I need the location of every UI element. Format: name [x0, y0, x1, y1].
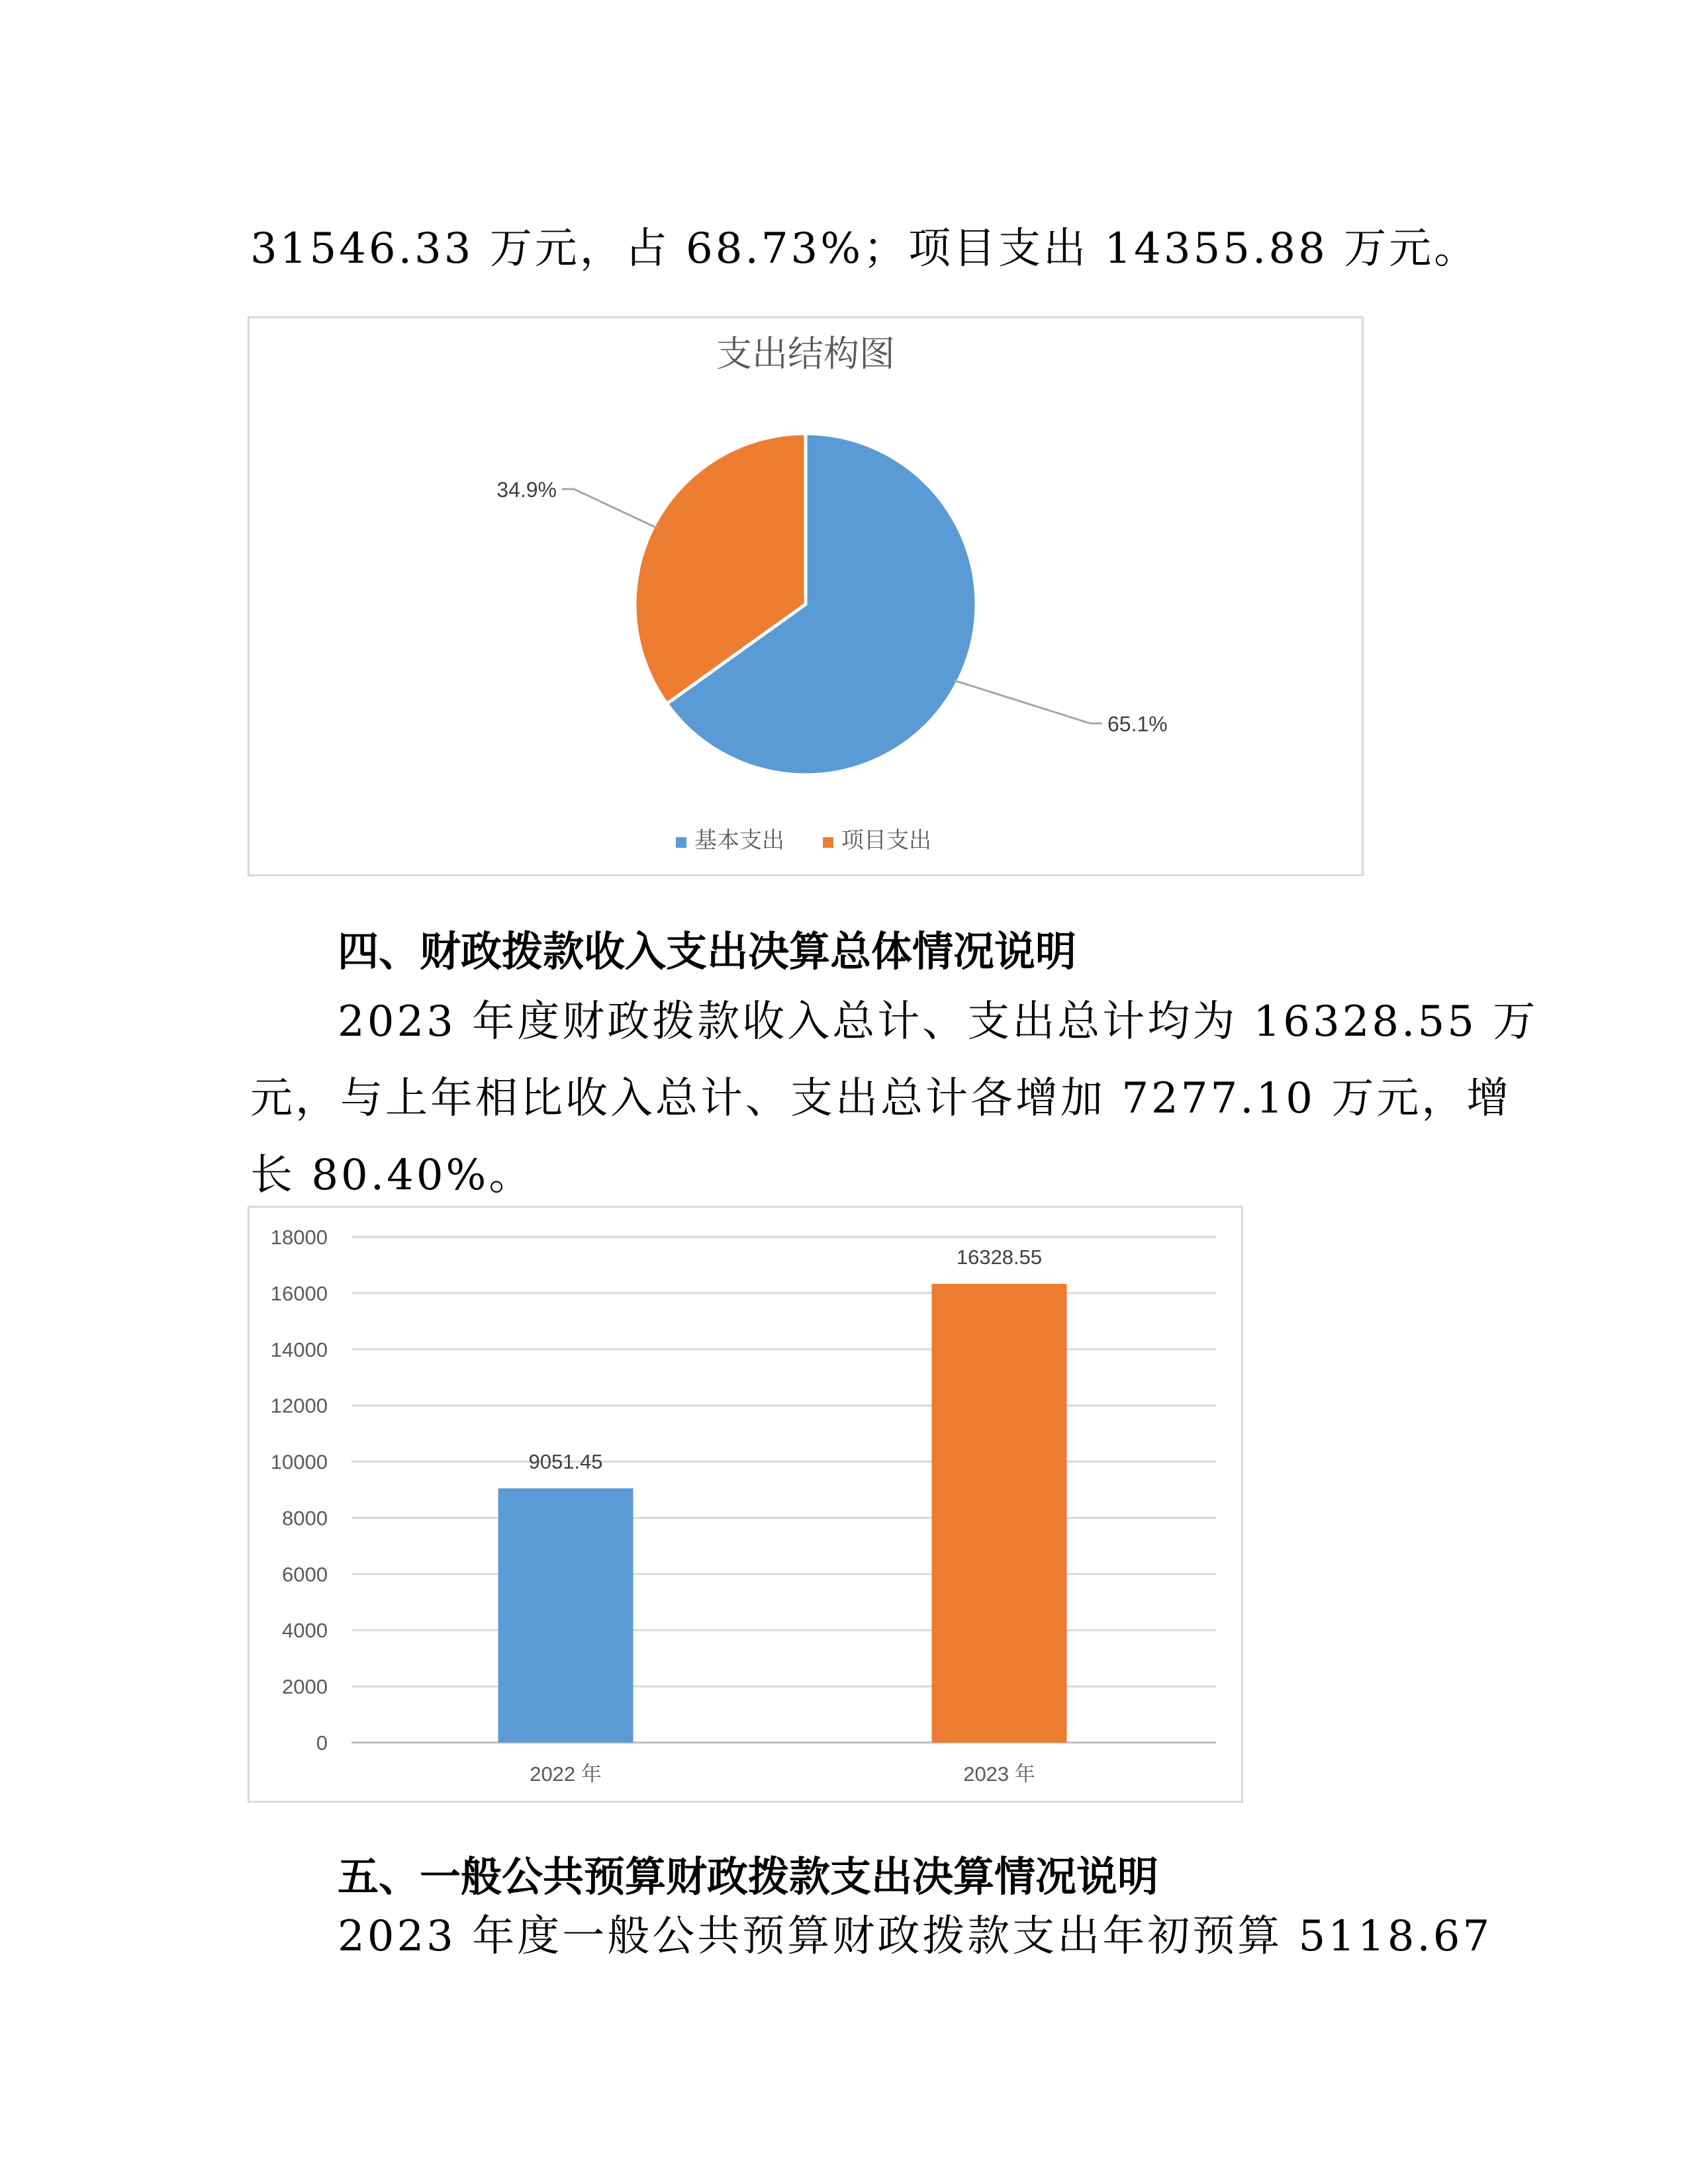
bar-chart-svg	[250, 1208, 1241, 1801]
legend-swatch	[676, 837, 686, 848]
section-4-heading: 四、财政拨款收入支出决算总体情况说明	[338, 927, 1077, 976]
pie-chart-title: 支出结构图	[716, 334, 895, 374]
section-5-heading: 五、一般公共预算财政拨款支出决算情况说明	[338, 1852, 1159, 1901]
y-tick-label: 0	[316, 1731, 328, 1754]
fiscal-allocation-bar-chart	[248, 1206, 1243, 1803]
y-tick-label: 14000	[270, 1338, 328, 1361]
y-tick-label: 2000	[282, 1675, 328, 1699]
expenditure-structure-pie-chart	[248, 316, 1364, 876]
y-tick-label: 18000	[270, 1226, 328, 1249]
x-tick-label: 2022 年	[530, 1762, 602, 1786]
y-tick-label: 16000	[270, 1281, 328, 1305]
pie-leader-line	[954, 680, 1102, 723]
y-tick-label: 8000	[282, 1506, 328, 1530]
bar-2023	[932, 1284, 1067, 1743]
section-4-text-line-1: 2023 年度财政拨款收入总计、支出总计均为 16328.55 万	[338, 997, 1538, 1046]
pie-leader-line	[562, 489, 657, 528]
pie-data-label: 34.9%	[496, 478, 557, 502]
body-text-line-1: 31546.33 万元，占 68.73%；项目支出 14355.88 万元。	[250, 224, 1479, 273]
pie-data-label: 65.1%	[1107, 712, 1168, 736]
y-tick-label: 4000	[282, 1619, 328, 1643]
bar-data-label: 16328.55	[956, 1245, 1043, 1269]
section-4-text-line-3: 长 80.40%。	[250, 1151, 534, 1200]
legend-label: 项目支出	[841, 828, 931, 853]
x-tick-label: 2023 年	[963, 1762, 1035, 1786]
bar-data-label: 9051.45	[528, 1449, 603, 1473]
legend-label: 基本支出	[694, 828, 784, 853]
section-5-text-line-1: 2023 年度一般公共预算财政拨款支出年初预算 5118.67	[338, 1912, 1493, 1961]
y-tick-label: 10000	[270, 1450, 328, 1474]
bar-2022	[498, 1488, 633, 1743]
y-tick-label: 6000	[282, 1563, 328, 1586]
section-4-text-line-2: 元，与上年相比收入总计、支出总计各增加 7277.10 万元，增	[250, 1074, 1512, 1123]
legend-swatch	[823, 837, 833, 848]
y-tick-label: 12000	[270, 1394, 328, 1418]
pie-chart-svg	[250, 318, 1362, 874]
